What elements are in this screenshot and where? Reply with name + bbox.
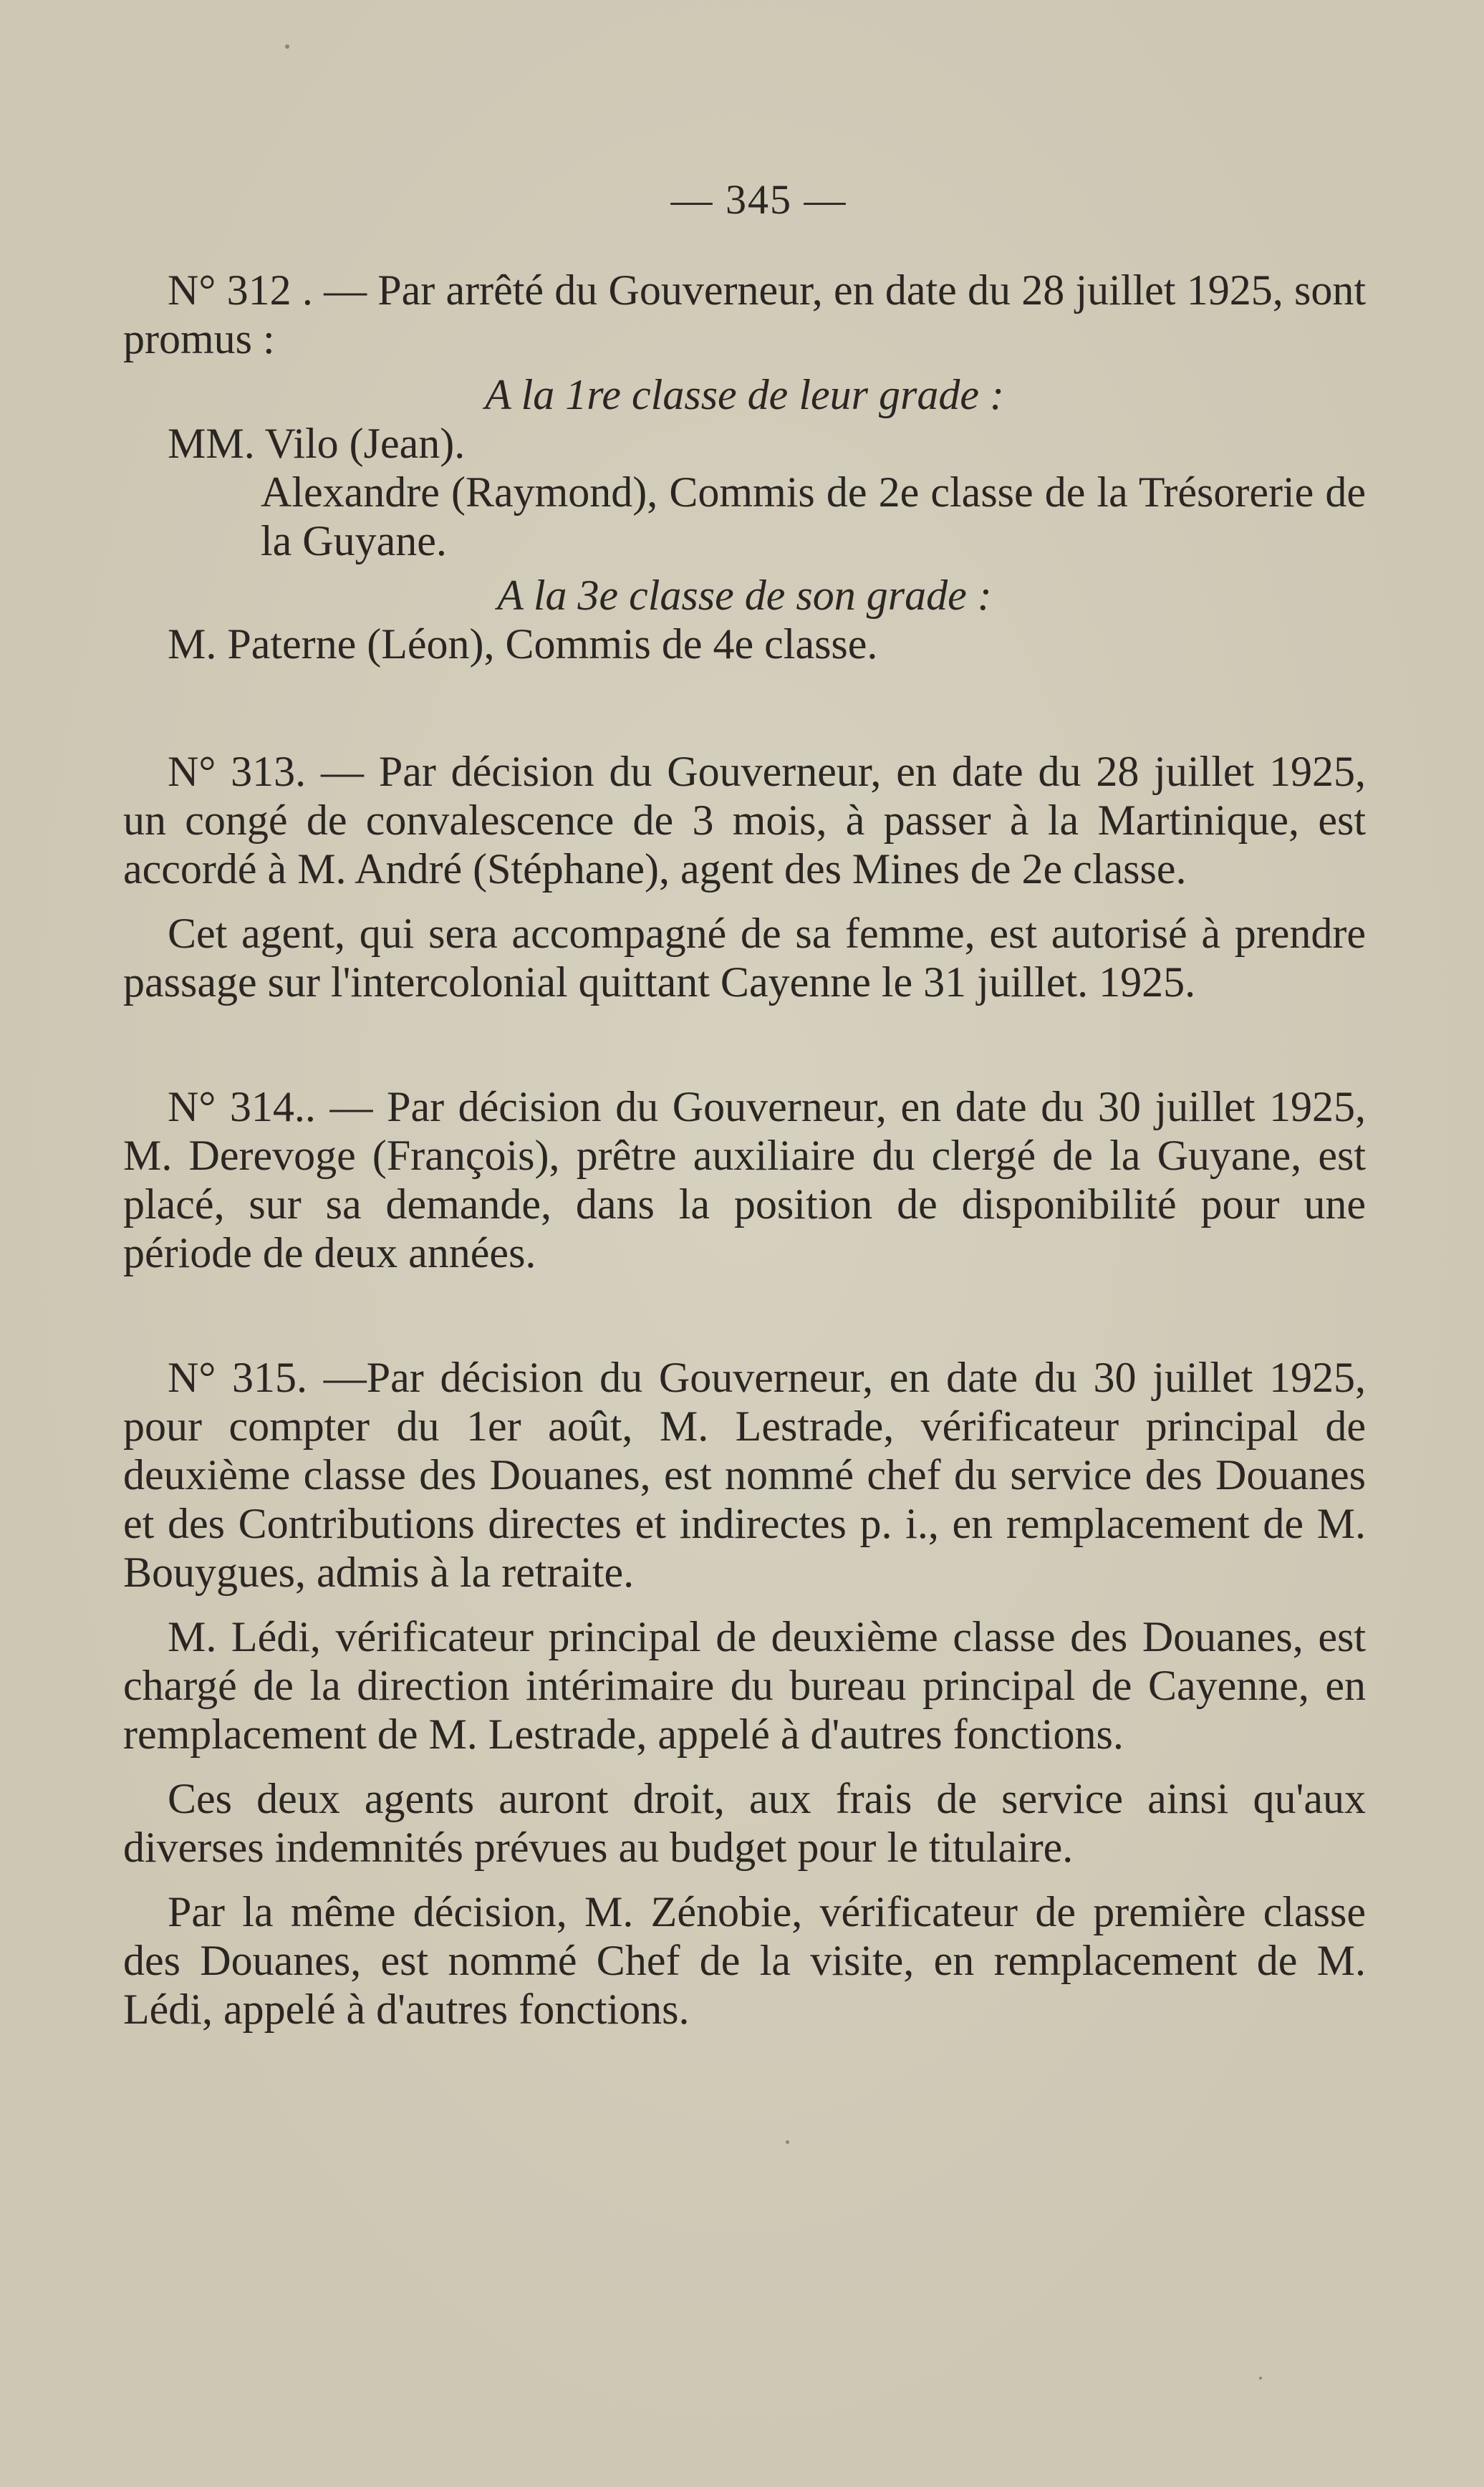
entry-312-promotion-3: M. Paterne (Léon), Commis de 4e classe. [168,620,878,668]
page-content [123,175,1366,2034]
paper-speck [285,44,289,49]
entry-315 [123,1353,1366,2034]
page-number: — 345 — [670,176,847,223]
entry-312-promotion-1: MM. Vilo (Jean). [168,420,466,467]
entry-313-paragraph-2: Cet agent, qui sera accompagné de sa femme, est autorisé à prendre passage sur l'intercolonial quittant Cayenne le 31 juillet. 1925. [123,910,1366,1006]
entry-313-paragraph-1: N° 313. — Par décision du Gouverneur, en date du 28 juillet 1925, un congé de convalescence de 3 mois, à passer à la Martinique, est accordé à M. André (Stéphane), agent des Mines de 2e classe. [123,748,1366,893]
entry-312-grade2-title: A la 3e classe de son grade : [497,572,992,619]
entry-314-paragraph-1: N° 314.. — Par décision du Gouverneur, en date du 30 juillet 1925, M. Derevoge (François), prêtre auxiliaire du clergé de la Guyane, est placé, sur sa demande, dans la position de disponibilité pour une période de deux années. [123,1083,1366,1276]
paper-speck [1259,2377,1262,2380]
entry-312-grade1-title: A la 1re classe de leur grade : [485,371,1004,418]
entry-313 [123,747,1366,1006]
entry-315-paragraph-1: N° 315. —Par décision du Gouverneur, en date du 30 juillet 1925, pour compter du 1er août, M. Lestrade, vérificateur principal de deuxième classe des Douanes, est nommé chef du service des Douanes et des Contributions directes et indirectes p. i., en remplacement de M. Bouygues, admis à la retraite. [123,1354,1366,1596]
entry-315-paragraph-4: Par la même décision, M. Zénobie, vérificateur de première classe des Douanes, est nommé Chef de la visite, en remplacement de M. Lédi, appelé à d'autres fonctions. [123,1888,1366,2033]
entry-315-paragraph-3: Ces deux agents auront droit, aux frais de service ainsi qu'aux diverses indemnités prévues au budget pour le titulaire. [123,1775,1366,1871]
entry-312-promotion-2: Alexandre (Raymond), Commis de 2e classe de la Trésorerie de la Guyane. [261,468,1366,564]
paper-speck [786,2140,789,2144]
entry-314 [123,1082,1366,1277]
entry-312-heading: N° 312 . — Par arrêté du Gouverneur, en date du 28 juillet 1925, sont promus : [123,266,1366,362]
entry-312 [123,266,1366,668]
entry-315-paragraph-2: M. Lédi, vérificateur principal de deuxième classe des Douanes, est chargé de la direction intérimaire du bureau principal de Cayenne, en remplacement de M. Lestrade, appelé à d'autres fonctions. [123,1613,1366,1758]
